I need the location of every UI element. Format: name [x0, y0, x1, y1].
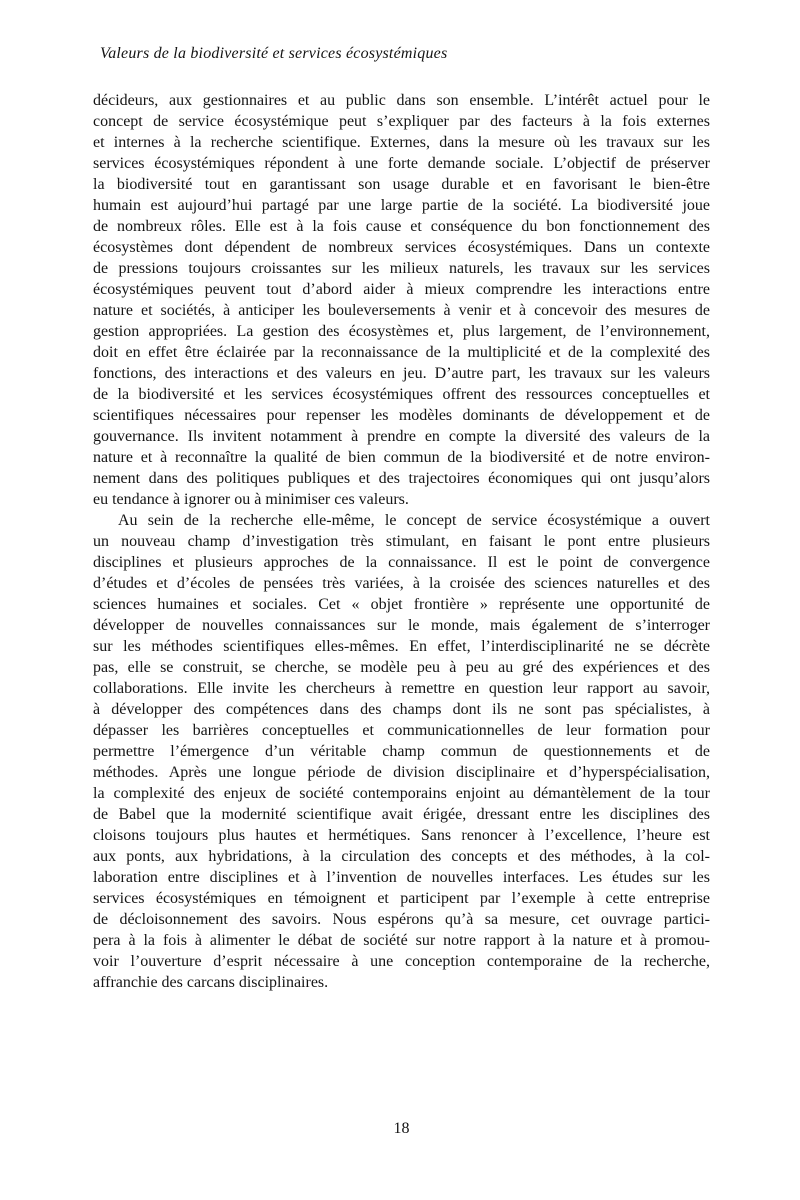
text-line: sur les méthodes scientifiques elles-mêmes. En effet, l’interdisciplinarité ne se décrète — [93, 638, 710, 655]
text-line: laboration entre disciplines et à l’invention de nouvelles interfaces. Les études sur les — [93, 869, 710, 886]
page-number: 18 — [393, 1120, 410, 1137]
text-line: eu tendance à ignorer ou à minimiser ces valeurs. — [93, 491, 409, 508]
text-line: humain est aujourd’hui partagé par une large partie de la société. La biodiversité joue — [93, 197, 710, 214]
text-line: services écosystémiques répondent à une forte demande sociale. L’objectif de préserver — [93, 155, 710, 172]
text-line: scientifiques nécessaires pour repenser les modèles dominants de développement et de — [93, 407, 710, 424]
text-line: de nombreux rôles. Elle est à la fois cause et conséquence du bon fonctionnement des — [93, 218, 710, 235]
text-line: fonctions, des interactions et des valeurs en jeu. D’autre part, les travaux sur les valeurs — [93, 365, 710, 382]
text-line: voir l’ouverture d’esprit nécessaire à une conception contemporaine de la recherche, — [93, 953, 710, 970]
text-line: décideurs, aux gestionnaires et au public dans son ensemble. L’intérêt actuel pour le — [93, 92, 710, 109]
text-line: de la biodiversité et les services écosystémiques offrent des ressources conceptuelles et — [93, 386, 710, 403]
text-line: développer de nouvelles connaissances sur le monde, mais également de s’interroger — [93, 617, 710, 634]
text-line: gestion appropriées. La gestion des écosystèmes et, plus largement, de l’environnement, — [93, 323, 710, 340]
text-line: nature et à reconnaître la qualité de bien commun de la biodiversité et de notre environ- — [93, 449, 710, 466]
text-line: méthodes. Après une longue période de division disciplinaire et d’hyperspécialisation, — [93, 764, 710, 781]
text-body — [93, 90, 710, 993]
text-line: la biodiversité tout en garantissant son usage durable et en favorisant le bien-être — [93, 176, 710, 193]
text-line: services écosystémiques en témoignent et participent par l’exemple à cette entreprise — [93, 890, 710, 907]
text-line: collaborations. Elle invite les chercheurs à remettre en question leur rapport au savoir, — [93, 680, 710, 697]
text-line: de pressions toujours croissantes sur les milieux naturels, les travaux sur les services — [93, 260, 710, 277]
text-line: de décloisonnement des savoirs. Nous espérons qu’à sa mesure, cet ouvrage partici- — [93, 911, 710, 928]
text-line: la complexité des enjeux de société contemporains enjoint au démantèlement de la tour — [93, 785, 710, 802]
text-line: nement dans des politiques publiques et des trajectoires économiques qui ont jusqu’alors — [93, 470, 710, 487]
text-line: affranchie des carcans disciplinaires. — [93, 974, 329, 991]
text-line: disciplines et plusieurs approches de la connaissance. Il est le point de convergence — [93, 554, 710, 571]
text-line: Au sein de la recherche elle-même, le concept de service écosystémique a ouvert — [118, 512, 710, 529]
text-line: pas, elle se construit, se cherche, se modèle peu à peu au gré des expériences et des — [93, 659, 710, 676]
text-line: pera à la fois à alimenter le débat de société sur notre rapport à la nature et à promou- — [93, 932, 710, 949]
text-line: à développer des compétences dans des champs dont ils ne sont pas spécialistes, à — [93, 701, 710, 718]
text-line: un nouveau champ d’investigation très stimulant, en faisant le pont entre plusieurs — [93, 533, 710, 550]
text-line: et internes à la recherche scientifique. Externes, dans la mesure où les travaux sur les — [93, 134, 710, 151]
text-line: nature et sociétés, à anticiper les bouleversements à venir et à concevoir des mesures de — [93, 302, 710, 319]
text-line: doit en effet être éclairée par la reconnaissance de la multiplicité et de la complexité des — [93, 344, 710, 361]
text-line: de Babel que la modernité scientifique avait érigée, dressant entre les disciplines des — [93, 806, 710, 823]
text-line: gouvernance. Ils invitent notamment à prendre en compte la diversité des valeurs de la — [93, 428, 710, 445]
text-line: écosystémiques peuvent tout d’abord aider à mieux comprendre les interactions entre — [93, 281, 710, 298]
text-line: cloisons toujours plus hautes et hermétiques. Sans renoncer à l’excellence, l’heure est — [93, 827, 710, 844]
text-line: permettre l’émergence d’un véritable champ commun de questionnements et de — [93, 743, 710, 760]
text-line: concept de service écosystémique peut s’expliquer par des facteurs à la fois externes — [93, 113, 710, 130]
text-line: sciences humaines et sociales. Cet « objet frontière » représente une opportunité de — [93, 596, 710, 613]
text-line: écosystèmes dont dépendent de nombreux services écosystémiques. Dans un contexte — [93, 239, 710, 256]
paragraph — [93, 510, 710, 993]
running-header: Valeurs de la biodiversité et services écosystémiques — [100, 45, 448, 62]
text-line: aux ponts, aux hybridations, à la circulation des concepts et des méthodes, à la col- — [93, 848, 710, 865]
text-line: dépasser les barrières conceptuelles et communicationnelles de leur formation pour — [93, 722, 710, 739]
text-line: d’études et d’écoles de pensées très variées, à la croisée des sciences naturelles et des — [93, 575, 710, 592]
paragraph — [93, 90, 710, 510]
